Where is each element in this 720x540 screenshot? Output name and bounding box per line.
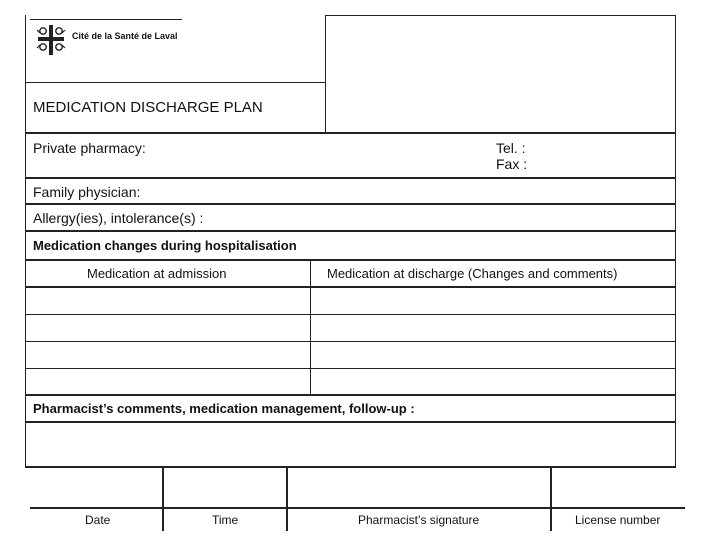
pharmacist-comments-label: Pharmacist’s comments, medication management, follow-up :: [33, 401, 415, 416]
family-physician-label: Family physician:: [33, 184, 141, 200]
med-changes-heading: Medication changes during hospitalisation: [33, 238, 297, 253]
form-title: MEDICATION DISCHARGE PLAN: [33, 99, 263, 116]
table-header-rule: [25, 286, 676, 288]
logo: [34, 24, 184, 56]
logo-box-bottom-rule: [25, 82, 325, 83]
footer-divider-2: [286, 467, 288, 531]
allergies-bottom-rule: [25, 230, 676, 232]
license-label: License number: [575, 513, 661, 527]
form-right-border: [675, 15, 676, 467]
table-row-rule: [25, 314, 676, 315]
title-bottom-rule: [25, 132, 676, 134]
date-label: Date: [85, 513, 111, 527]
col-header-admission: Medication at admission: [87, 266, 227, 281]
time-label: Time: [212, 513, 239, 527]
header-divider: [325, 15, 326, 133]
signature-line: [30, 507, 685, 509]
table-row-rule: [25, 368, 676, 369]
header-top-border: [326, 15, 675, 16]
tel-label: Tel. :: [496, 140, 526, 156]
col-header-discharge: Medication at discharge (Changes and comments): [327, 266, 618, 281]
physician-bottom-rule: [25, 203, 676, 205]
private-pharmacy-label: Private pharmacy:: [33, 140, 146, 156]
form-bottom-border: [25, 466, 676, 468]
footer-divider-1: [162, 467, 164, 531]
signature-label: Pharmacist’s signature: [358, 513, 480, 527]
table-row-rule: [25, 341, 676, 342]
logo-text: Cité de la Santé de Laval: [72, 31, 178, 41]
fax-label: Fax :: [496, 156, 528, 172]
footer-divider-3: [550, 467, 552, 531]
allergies-label: Allergy(ies), intolerance(s) :: [33, 210, 204, 226]
logo-top-rule: [30, 19, 182, 20]
cross-emblem-icon: [34, 24, 68, 56]
med-heading-bottom-rule: [25, 259, 676, 261]
table-column-divider: [310, 260, 311, 394]
pharmacy-bottom-rule: [25, 177, 676, 179]
table-bottom-rule: [25, 394, 676, 396]
comments-heading-rule: [25, 421, 676, 423]
